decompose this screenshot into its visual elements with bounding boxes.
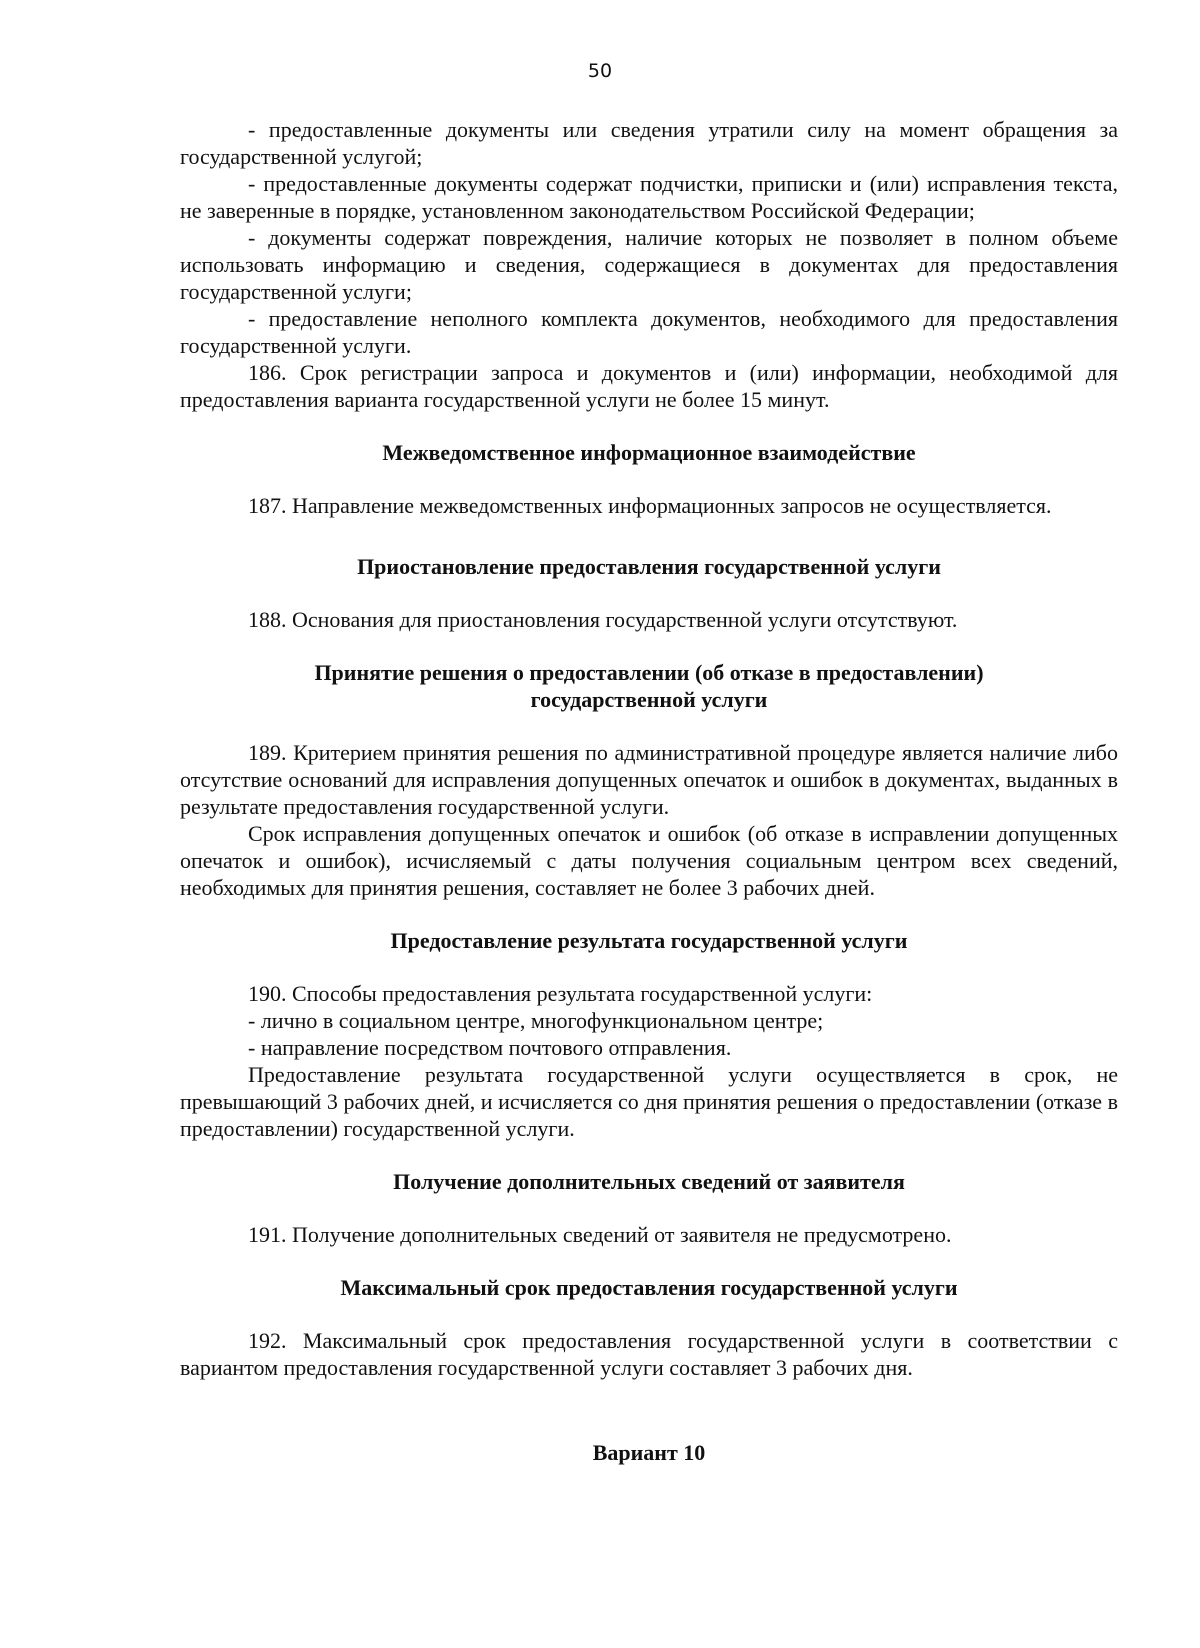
paragraph-method-mail: - направление посредством почтового отправления. xyxy=(248,1035,732,1060)
paragraph-method-in-person: - лично в социальном центре, многофункциональном центре; xyxy=(248,1008,824,1033)
paragraph-refusal-ground-damage: - документы содержат повреждения, наличие которых не позволяет в полном объеме использовать информацию и сведения, содержащиеся в документах для предоставления государственной услуги; xyxy=(180,225,1118,304)
paragraph-188: 188. Основания для приостановления государственной услуги отсутствуют. xyxy=(248,607,958,632)
paragraph-correction-term: Срок исправления допущенных опечаток и ошибок (об отказе в исправлении допущенных опечаток и ошибок), исчисляемый с даты получения социальным центром всех сведений, необходимых для принятия решения, составляет не более 3 рабочих дней. xyxy=(180,821,1118,900)
paragraph-refusal-ground-corrections: - предоставленные документы содержат подчистки, приписки и (или) исправления текста, не заверенные в порядке, установленном законодательством Российской Федерации; xyxy=(180,171,1118,223)
heading-additional-info: Получение дополнительных сведений от заявителя xyxy=(393,1169,905,1194)
heading-decision-line2: государственной услуги xyxy=(530,687,768,712)
heading-max-term: Максимальный срок предоставления государственной услуги xyxy=(340,1275,958,1300)
heading-decision-line1: Принятие решения о предоставлении (об отказе в предоставлении) xyxy=(314,660,984,685)
paragraph-190: 190. Способы предоставления результата государственной услуги: xyxy=(248,981,873,1006)
paragraph-refusal-ground-expired: - предоставленные документы или сведения утратили силу на момент обращения за государственной услугой; xyxy=(180,117,1118,169)
heading-result-provision: Предоставление результата государственной услуги xyxy=(390,928,908,953)
paragraph-187: 187. Направление межведомственных информационных запросов не осуществляется. xyxy=(248,493,1052,518)
page-number: 50 xyxy=(587,60,613,82)
paragraph-189: 189. Критерием принятия решения по административной процедуре является наличие либо отсутствие оснований для исправления допущенных опечаток и ошибок в документах, выданных в результате предоставления государственной услуги. xyxy=(180,740,1118,819)
paragraph-191: 191. Получение дополнительных сведений от заявителя не предусмотрено. xyxy=(248,1222,952,1247)
paragraph-192: 192. Максимальный срок предоставления государственной услуги в соответствии с вариантом предоставления государственной услуги составляет 3 рабочих дня. xyxy=(180,1328,1118,1380)
paragraph-refusal-ground-incomplete: - предоставление неполного комплекта документов, необходимого для предоставления государственной услуги. xyxy=(180,306,1118,358)
heading-suspension: Приостановление предоставления государственной услуги xyxy=(357,554,941,579)
paragraph-186: 186. Срок регистрации запроса и документов и (или) информации, необходимой для предоставления варианта государственной услуги не более 15 минут. xyxy=(180,360,1118,412)
document-body xyxy=(180,116,1118,1466)
heading-interagency-interaction: Межведомственное информационное взаимодействие xyxy=(382,440,916,465)
heading-variant-10: Вариант 10 xyxy=(592,1440,706,1465)
paragraph-result-term: Предоставление результата государственной услуги осуществляется в срок, не превышающий 3 рабочих дней, и исчисляется со дня принятия решения о предоставлении (отказе в предоставлении) государственной услуги. xyxy=(180,1062,1118,1141)
